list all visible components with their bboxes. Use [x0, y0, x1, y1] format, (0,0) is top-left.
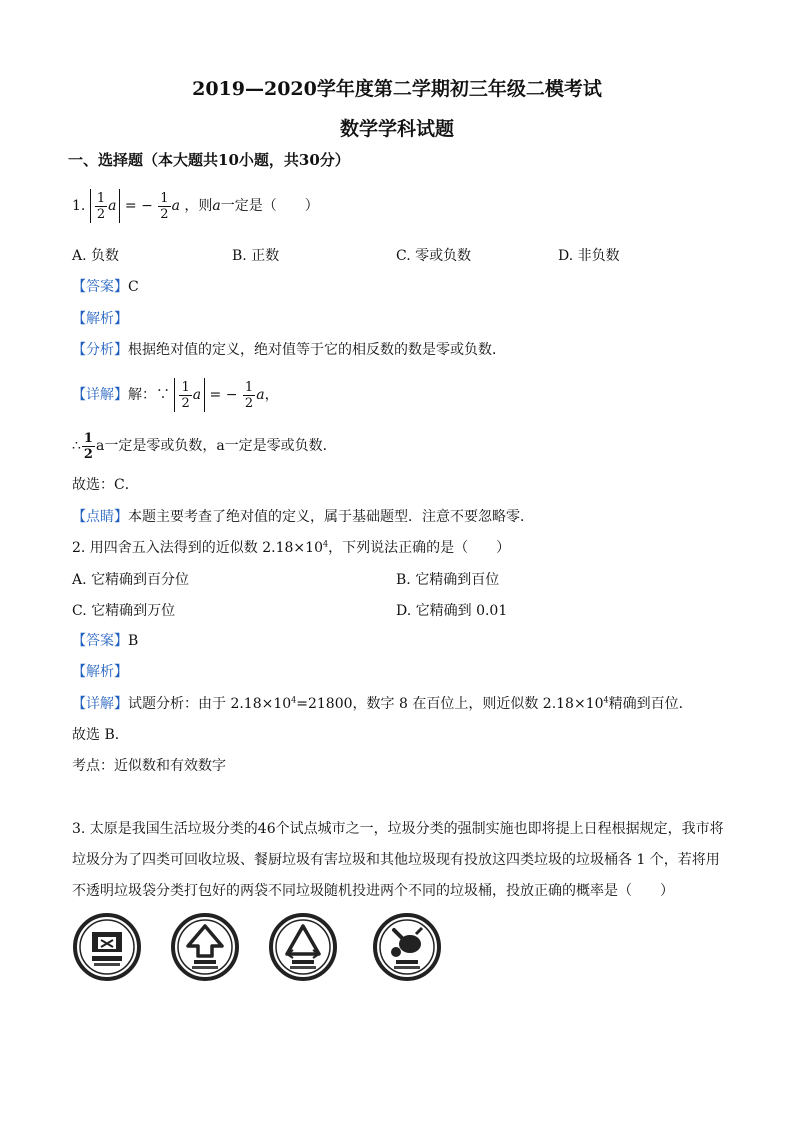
recyclable-icon	[268, 912, 338, 982]
question-3-line-3: 不透明垃圾袋分类打包好的两袋不同垃圾随机投进两个不同的垃圾桶，投放正确的概率是（ ）	[72, 883, 674, 899]
therefore-line: ∴ $\frac{1}{2}$ a一定是零或负数，a一定是零或负数．	[72, 430, 337, 462]
option-c: C. 零或负数	[396, 248, 472, 264]
question-2-stem: 2. 用四舍五入法得到的近似数 $2.18\times 10^4$，下列说法正确的是（ ）	[72, 539, 511, 556]
option-a: A. 负数	[72, 248, 120, 264]
q2-answer-line: 【答案】B	[72, 633, 139, 649]
page-title: 2019—2020学年度第二学期初三年级二模考试	[192, 78, 602, 100]
section-heading: 一、选择题（本大题共10小题，共30分）	[68, 151, 350, 169]
option-d: D. 非负数	[558, 248, 620, 264]
q2-detail-line: 【详解】试题分析：由于 $2.18\times 10^4=21800$，数字 8 在百位上，则近似数 $2.18\times 10^4$精确到百位．	[72, 695, 693, 712]
question-3-line-1: 3. 太原是我国生活垃圾分类的46个试点城市之一，垃圾分类的强制实施也即将提上日程根据规定，我市将	[72, 821, 724, 837]
q2-option-a: A. 它精确到百分位	[72, 572, 190, 588]
question-number: 1.	[72, 198, 86, 214]
q2-option-c: C. 它精确到万位	[72, 603, 176, 619]
q2-choose-line: 故选 B．	[72, 727, 129, 743]
answer-line: 【答案】C	[72, 279, 139, 295]
q2-analysis-tag: 【解析】	[72, 664, 128, 680]
waste-icons-row	[72, 912, 432, 982]
q2-option-b: B. 它精确到百位	[396, 572, 500, 588]
option-b: B. 正数	[232, 248, 280, 264]
fenxi-line: 【分析】根据绝对值的定义，绝对值等于它的相反数的数是零或负数．	[72, 342, 506, 358]
page-subtitle: 数学学科试题	[339, 118, 454, 140]
detail-line: 【详解】解：∵ $\frac{1}{2}$ a = − $\frac{1}{2}$ a，	[72, 379, 279, 411]
question-1-stem: 1. $\frac{1}{2}$ a = − $\frac{1}{2}$ a ，则a一定是（ ）	[72, 190, 319, 222]
choose-line: 故选：C．	[72, 477, 139, 493]
absolute-value-expression: $\frac{1}{2}$ a	[90, 189, 121, 223]
food-scrap-icon	[372, 912, 442, 982]
comment-line: 【点睛】本题主要考查了绝对值的定义，属于基础题型．注意不要忽略零．	[72, 509, 534, 525]
hazardous-waste-icon	[72, 912, 142, 982]
q2-kaodian-line: 考点：近似数和有效数字	[72, 758, 226, 774]
q2-option-d: D. 它精确到 0.01	[396, 603, 508, 619]
other-waste-icon	[170, 912, 240, 982]
analysis-tag: 【解析】	[72, 311, 128, 327]
question-3-line-2: 垃圾分为了四类可回收垃圾、餐厨垃圾有害垃圾和其他垃圾现有投放这四类垃圾的垃圾桶各 1 个，若将用	[72, 852, 720, 868]
